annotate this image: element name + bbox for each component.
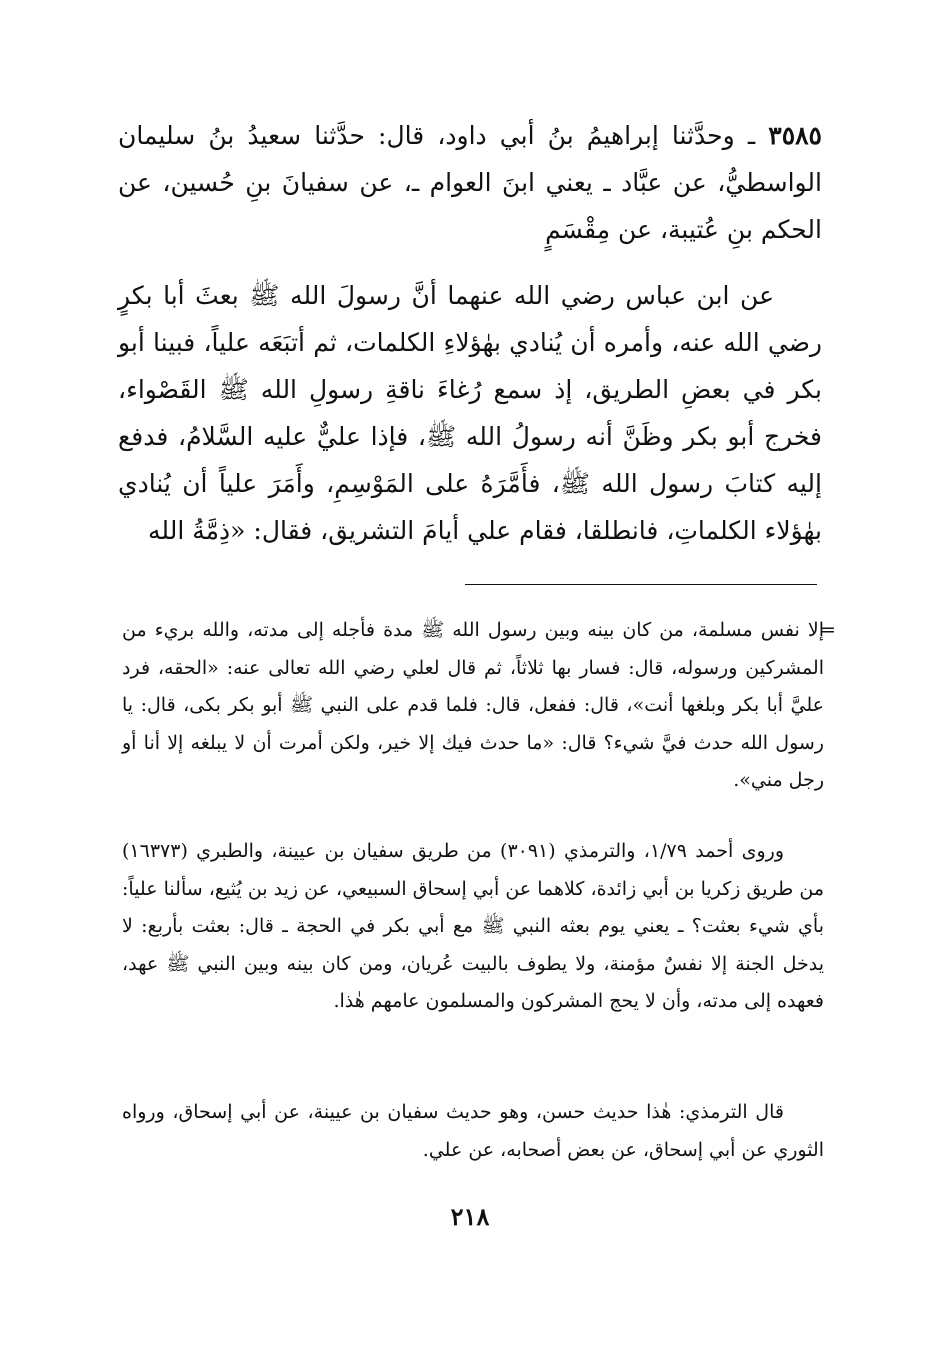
hadith-isnad-paragraph (118, 112, 822, 253)
matn-text: عن ابن عباس رضي الله عنهما أنَّ رسولَ الله ﷺ بعثَ أبا بكرٍ رضي الله عنه، وأمره أن يُنادي بهٰؤلاءِ الكلمات، ثم أتبَعَه علياً، فبينا أبو بكر في بعضِ الطريق، إذ سمع رُغاءَ ناقةِ رسولِ الله ﷺ القَصْواء، فخرج أبو بكر وظَنَّ أنه رسولُ الله ﷺ، فإذا عليٌّ عليه السَّلامُ، فدفع إليه كتابَ رسول الله ﷺ، فأَمَّرَهُ على المَوْسِمِ، وأَمَرَ علياً أن يُنادي بهٰؤلاء الكلماتِ، فانطلقا، فقام علي أيامَ التشريق، فقال: «ذِمَّةُ الله (118, 281, 822, 545)
footnote-continuation-mark: = (820, 619, 836, 641)
footnote-text: قال الترمذي: هٰذا حديث حسن، وهو حديث سفيان بن عيينة، عن أبي إسحاق، ورواه الثوري عن أبي إسحاق، عن بعض أصحابه، عن علي. (122, 1101, 824, 1161)
isnad-text: ـ وحدَّثنا إبراهيمُ بنُ أبي داود، قال: حدَّثنا سعيدُ بنُ سليمان الواسطيُّ، عن عبَّاد ـ يعني ابنَ العوام ـ، عن سفيانَ بنِ حُسين، عن الحكم بنِ عُتيبة، عن مِقْسَمٍ (118, 121, 822, 244)
footnote-paragraph-2 (122, 833, 824, 1021)
hadith-matn-paragraph (118, 272, 822, 554)
page-number: ٢١٨ (450, 1202, 490, 1231)
footnote-separator (465, 584, 817, 585)
footnote-paragraph-3 (122, 1094, 824, 1169)
footnote-text: وروى أحمد ١/٧٩، والترمذي (٣٠٩١) من طريق سفيان بن عيينة، والطبري (١٦٣٧٣) من طريق زكريا بن أبي زائدة، كلاهما عن أبي إسحاق السبيعي، عن زيد بن يُثيع، سألنا علياً: بأي شيء بعثت؟ ـ يعني يوم بعثه النبي ﷺ مع أبي بكر في الحجة ـ قال: بعثت بأربع: لا يدخل الجنة إلا نفسٌ مؤمنة، ولا يطوف بالبيت عُريان، ومن كان بينه وبين النبي ﷺ عهد، فعهده إلى مدته، وأن لا يحج المشركون والمسلمون عامهم هٰذا. (122, 840, 824, 1012)
footnote-text: إلا نفس مسلمة، من كان بينه وبين رسول الله ﷺ مدة فأجله إلى مدته، والله بريء من المشركين ورسوله، قال: فسار بها ثلاثاً، ثم قال لعلي رضي الله تعالى عنه: «الحقه، فرد عليَّ أبا بكر وبلغها أنت»، قال: ففعل، قال: فلما قدم على النبي ﷺ أبو بكر بكى، قال: يا رسول الله حدث فيَّ شيء؟ قال: «ما حدث فيك إلا خير، ولكن أمرت أن لا يبلغه إلا أنا أو رجل مني». (122, 619, 824, 791)
isnad-line (118, 112, 822, 253)
footnote-paragraph-1 (122, 612, 824, 800)
hadith-number: ٣٥٨٥ (768, 121, 822, 150)
